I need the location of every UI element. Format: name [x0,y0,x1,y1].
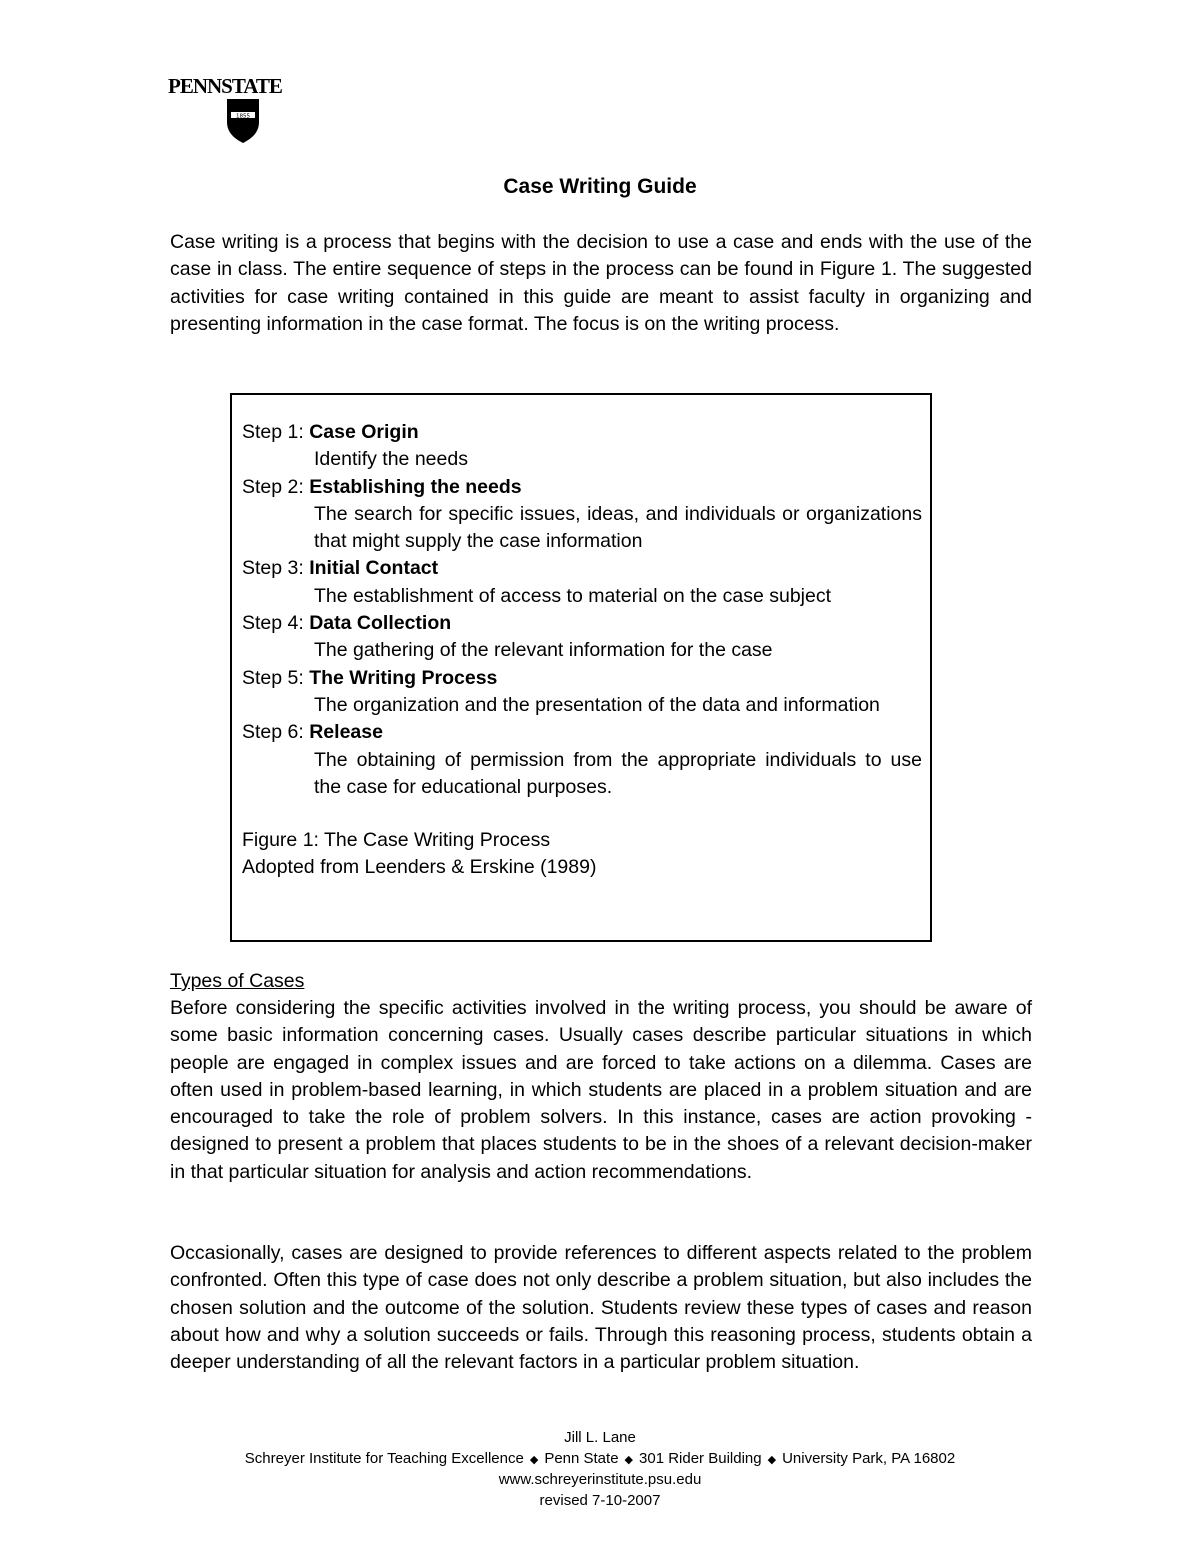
footer-revised: revised 7-10-2007 [539,1491,661,1509]
step-description: The search for specific issues, ideas, and individuals or organizations that might supply the case information [314,502,922,553]
intro-paragraph: Case writing is a process that begins with the decision to use a case and ends with the use of the case in class. The entire sequence of steps in the process can be found in Figure 1. The suggested activities for case writing contained in this guide are meant to assist faculty in organizing and presenting information in the case format. The focus is on the writing process. [170,231,1032,335]
shield-icon [226,98,260,144]
step-item [242,665,922,720]
page-title: Case Writing Guide [503,175,697,198]
section-heading-types-of-cases: Types of Cases [170,970,305,992]
step-item [242,419,922,474]
types-paragraph-1: Before considering the specific activities involved in the writing process, you should be aware of some basic information concerning cases. Usually cases describe particular situations in which people are engaged in complex issues and are forced to take actions on a dilemma. Cases are often used in problem-based learning, in which students are placed in a problem situation and are encouraged to take the role of problem solvers. In this instance, cases are action provoking - designed to present a problem that places students to be in the shoes of a relevant decision-maker in that particular situation for analysis and action recommendations. [170,997,1032,1183]
step-label: Step 3: [242,557,304,580]
step-description: Identify the needs [314,448,468,471]
footer-university: Penn State [544,1449,619,1467]
step-item [242,719,922,801]
footer-author: Jill L. Lane [564,1429,636,1446]
step-label: Step 2: [242,475,304,498]
footer-city: University Park, PA 16802 [782,1449,956,1467]
step-name: Data Collection [309,612,452,635]
seal-year: 1855 [236,113,250,120]
diamond-icon: ◆ [624,1453,634,1466]
step-item [242,474,922,556]
footer-building: 301 Rider Building [639,1449,762,1467]
step-name: Release [309,721,383,744]
step-label: Step 4: [242,612,304,635]
step-label: Step 6: [242,721,304,744]
footer-institute: Schreyer Institute for Teaching Excellence [244,1449,524,1467]
footer-url: www.schreyerinstitute.psu.edu [498,1471,702,1488]
page-footer [0,1428,1200,1511]
step-name: The Writing Process [309,666,498,689]
penn-state-logo [168,74,290,120]
step-label: Step 5: [242,666,304,689]
step-description: The gathering of the relevant information for the case [314,639,773,662]
figure-source: Adopted from Leenders & Erskine (1989) [242,856,597,879]
types-paragraph-2: Occasionally, cases are designed to provide references to different aspects related to the problem confronted. Often this type of case does not only describe a problem situation, but also includes the chosen solution and the outcome of the solution. Students review these types of cases and reason about how and why a solution succeeds or fails. Through this reasoning process, students obtain a deeper understanding of all the relevant factors in a particular problem situation. [170,1242,1032,1374]
step-description: The obtaining of permission from the appropriate individuals to use the case for educational purposes. [314,748,922,798]
step-list [242,419,922,801]
step-name: Establishing the needs [309,475,522,498]
step-item [242,610,922,665]
step-name: Case Origin [309,421,419,443]
figure-caption: Figure 1: The Case Writing Process [242,829,551,852]
footer-address [0,1449,1200,1471]
figure-box [230,393,932,942]
diamond-icon: ◆ [529,1453,539,1466]
step-name: Initial Contact [309,557,439,580]
step-description: The establishment of access to material on the case subject [314,584,832,607]
step-description: The organization and the presentation of the data and information [314,693,880,716]
step-label: Step 1: [242,421,304,443]
logo-wordmark: PENNSTATE [168,74,282,98]
step-item [242,555,922,610]
diamond-icon: ◆ [767,1453,777,1466]
